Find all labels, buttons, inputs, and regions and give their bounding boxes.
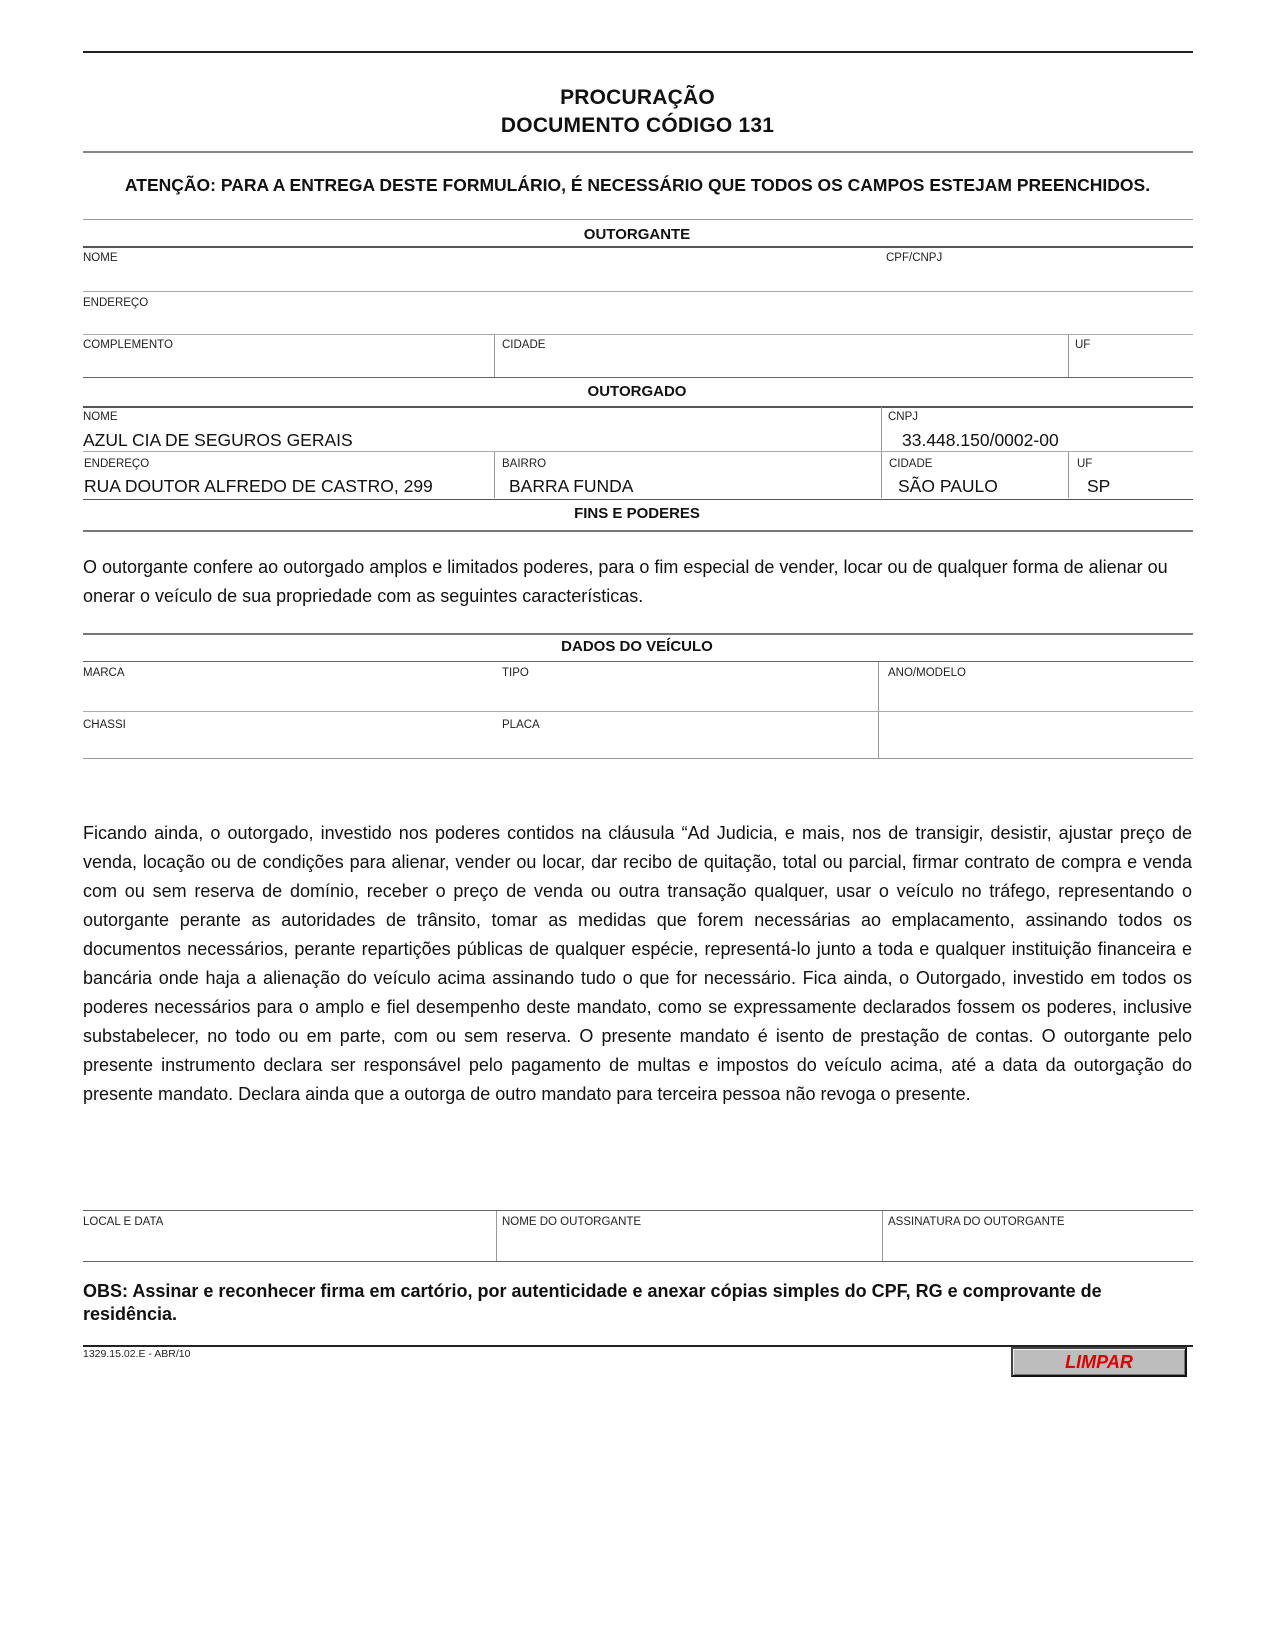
limpar-button[interactable]: LIMPAR (1011, 1347, 1187, 1377)
obs-note: OBS: Assinar e reconhecer firma em cartório, por autenticidade e anexar cópias simples do CPF, RG e comprovante de residência. (83, 1281, 1102, 1324)
outorgante-uf-label: UF (1075, 339, 1091, 351)
veiculo-tipo-field[interactable] (502, 681, 872, 705)
outorgado-cidade-label: CIDADE (889, 458, 933, 470)
veiculo-ano-field[interactable] (888, 681, 1188, 705)
veiculo-divider (878, 662, 879, 758)
outorgante-cpf-label: CPF/CNPJ (886, 252, 943, 264)
nome-outorgante-label: NOME DO OUTORGANTE (502, 1216, 642, 1228)
assinatura-outorgante-field[interactable] (888, 1232, 1188, 1256)
veiculo-marca-field[interactable] (83, 681, 488, 705)
outorgante-nome-label: NOME (83, 252, 118, 264)
outorgante-nome-field[interactable] (83, 266, 883, 288)
outorgado-cnpj-value[interactable]: 33.448.150/0002-00 (902, 430, 1059, 450)
outorgado-section-title: OUTORGADO (587, 383, 687, 400)
veiculo-tipo-label: TIPO (502, 667, 529, 679)
form-code: 1329.15.02.E - ABR/10 (83, 1348, 191, 1360)
clausula-paragraph: Ficando ainda, o outorgado, investido nos poderes contidos na cláusula “Ad Judicia, e mais, nos de transigir, desistir, ajustar preço de venda, locação ou de condições para alienar, vender ou locar, dar recibo de quitação, total ou parcial, firmar contrato de compra e venda com ou sem reserva de domínio, receber o preço de venda ou outra transação qualquer, usar o veículo no tráfego, representando o outorgante perante as autoridades de trânsito, tomar as medidas que forem necessárias ao emplacamento, assinando todos os documentos necessários, perante repartições públicas de qualquer espécie, representá-lo junto a toda e qualquer instituição financeira e bancária onde haja a alienação do veículo acima assinando tudo o que for necessário. Fica ainda, o Outorgado, investido em todos os poderes necessários para o amplo e fiel desempenho deste mandato, como se expressamente declarados fossem os poderes, inclusive substabelecer, no todo ou em parte, com ou sem reserva. O presente mandato é isento de prestação de contas. O outorgante pelo presente instrumento declara ser responsável pelo pagamento de multas e impostos do veículo acima, até a data da outorgação do presente mandato. Declara ainda que a outorga de outro mandato para terceira pessoa não revoga o presente. (83, 823, 1192, 1104)
fins-section-title: FINS E PODERES (574, 505, 700, 522)
veiculo-marca-label: MARCA (83, 667, 125, 679)
veiculo-chassi-field[interactable] (83, 733, 488, 755)
outorgado-bairro-value[interactable]: BARRA FUNDA (509, 476, 634, 496)
outorgante-complemento-field[interactable] (83, 353, 488, 375)
assinatura-top-rule (83, 1210, 1193, 1211)
outorgante-endereco-label: ENDEREÇO (83, 297, 149, 309)
outorgado-endereco-value[interactable]: RUA DOUTOR ALFREDO DE CASTRO, 299 (84, 476, 433, 496)
outorgado-uf-value[interactable]: SP (1087, 476, 1111, 496)
veiculo-header-rule (83, 661, 1193, 662)
assinatura-divider-1 (496, 1211, 497, 1261)
fins-paragraph: O outorgante confere ao outorgado amplos e limitados poderes, para o fim especial de vender, locar ou de qualquer forma de alienar ou onerar o veículo de sua propriedade com as seguintes características. (83, 557, 1168, 606)
veiculo-bottom-rule (83, 758, 1193, 759)
outorgado-divider-2 (881, 452, 882, 498)
assinatura-outorgante-label: ASSINATURA DO OUTORGANTE (888, 1216, 1065, 1228)
nome-outorgante-field[interactable] (502, 1232, 872, 1256)
outorgado-cidade-value[interactable]: SÃO PAULO (898, 476, 998, 496)
outorgante-section-title: OUTORGANTE (583, 226, 691, 243)
outorgado-row1-rule (83, 451, 1193, 452)
outorgante-complemento-label: COMPLEMENTO (83, 339, 173, 351)
outorgado-divider-top (881, 407, 882, 451)
local-data-field[interactable] (83, 1232, 488, 1256)
page-title: PROCURAÇÃO (560, 86, 715, 109)
outorgante-row2-rule (83, 334, 1193, 335)
title-rule (83, 151, 1193, 153)
outorgante-cpf-field[interactable] (886, 266, 1186, 288)
outorgante-cidade-label: CIDADE (502, 339, 546, 351)
veiculo-placa-label: PLACA (502, 719, 540, 731)
outorgante-header-rule (83, 246, 1193, 248)
assinatura-divider-2 (882, 1211, 883, 1261)
top-rule (83, 51, 1193, 53)
outorgante-endereco-field[interactable] (83, 311, 1188, 333)
outorgante-divider-1 (494, 335, 495, 377)
attention-notice: ATENÇÃO: PARA A ENTREGA DESTE FORMULÁRIO, É NECESSÁRIO QUE TODOS OS CAMPOS ESTEJAM PREENCHIDOS. (124, 175, 1151, 195)
outorgado-nome-value[interactable]: AZUL CIA DE SEGUROS GERAIS (83, 430, 353, 450)
outorgante-divider-2 (1068, 335, 1069, 377)
outorgante-bottom-rule (83, 377, 1193, 378)
outorgado-bairro-label: BAIRRO (502, 458, 547, 470)
assinatura-bottom-rule (83, 1261, 1193, 1262)
outorgado-nome-label: NOME (83, 411, 118, 423)
veiculo-ano-label: ANO/MODELO (888, 667, 966, 679)
veiculo-chassi-label: CHASSI (83, 719, 126, 731)
fins-header-rule (83, 530, 1193, 532)
outorgante-uf-field[interactable] (1075, 353, 1185, 375)
outorgado-endereco-label: ENDEREÇO (84, 458, 150, 470)
outorgante-row1-rule (83, 291, 1193, 292)
outorgado-cnpj-label: CNPJ (888, 411, 919, 423)
veiculo-placa-field[interactable] (502, 733, 872, 755)
outorgado-bottom-rule (83, 499, 1193, 500)
outorgado-divider-1 (494, 452, 495, 498)
document-code-title: DOCUMENTO CÓDIGO 131 (500, 114, 775, 137)
outorgante-cidade-field[interactable] (502, 353, 1062, 375)
veiculo-top-rule (83, 633, 1193, 635)
outorgado-uf-label: UF (1077, 458, 1093, 470)
outorgante-top-rule (83, 219, 1193, 220)
outorgado-divider-3 (1068, 452, 1069, 498)
veiculo-row1-rule (83, 711, 1193, 712)
veiculo-section-title: DADOS DO VEÍCULO (561, 638, 713, 655)
local-data-label: LOCAL E DATA (83, 1216, 164, 1228)
outorgado-header-rule (83, 406, 1193, 408)
